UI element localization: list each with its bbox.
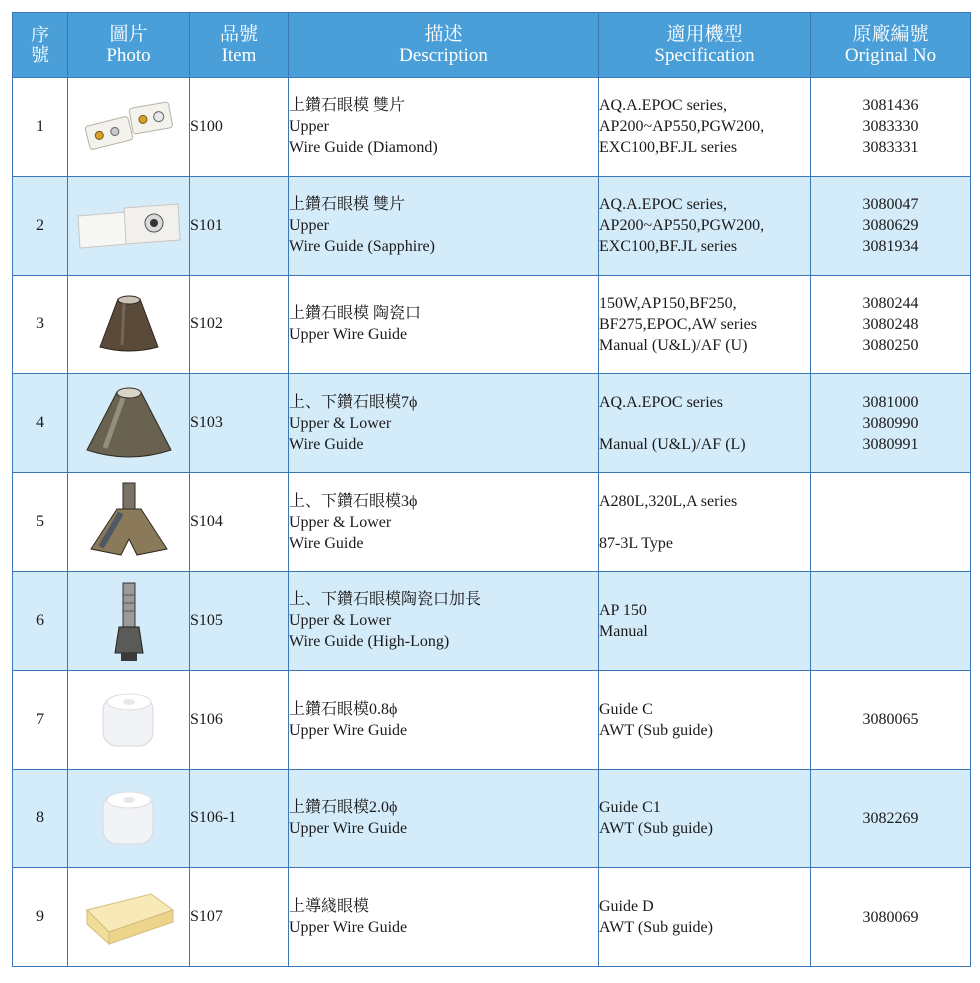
specification-line: AQ.A.EPOC series: [599, 393, 723, 411]
slotted-cone-guide-icon: [68, 479, 189, 565]
description-line: Upper Wire Guide: [289, 326, 408, 344]
table-body: [13, 78, 971, 967]
row-original: [811, 868, 971, 967]
description-line: Upper Wire Guide: [289, 820, 408, 838]
description-line: Upper & Lower: [289, 414, 392, 432]
row-item: S105: [190, 571, 289, 670]
original-line: 3080990: [862, 414, 919, 432]
row-item: S100: [190, 78, 289, 177]
row-item: S104: [190, 473, 289, 572]
specification-line: 87-3L Type: [599, 534, 673, 552]
row-photo: [68, 473, 190, 572]
specification-line: AQ.A.EPOC series,: [599, 97, 727, 115]
description-line: 上鑽石眼模 陶瓷口: [289, 305, 422, 323]
double-diamond-guide-icon: [68, 97, 189, 157]
header-original-en: Original No: [844, 45, 937, 66]
row-item: S103: [190, 374, 289, 473]
specification-line: 150W,AP150,BF250,: [599, 294, 737, 312]
white-cylinder-guide-icon: [68, 684, 189, 756]
description-line: 上、下鑽石眼模3ϕ: [289, 492, 418, 510]
row-seq: 8: [13, 769, 68, 868]
table-row: [13, 275, 971, 374]
row-specification: [599, 176, 811, 275]
row-description: [289, 78, 599, 177]
metal-cone-guide-icon: [68, 382, 189, 464]
table-row: [13, 670, 971, 769]
row-seq: 9: [13, 868, 68, 967]
row-description: [289, 374, 599, 473]
specification-line: EXC100,BF.JL series: [599, 238, 738, 256]
white-cylinder-guide-icon: [68, 782, 189, 854]
row-photo: [68, 670, 190, 769]
header-original-zh: 原廠編號: [852, 24, 929, 45]
row-specification: [599, 868, 811, 967]
original-line: 3080250: [862, 336, 919, 354]
row-original: [811, 275, 971, 374]
row-specification: [599, 473, 811, 572]
specification-line: [599, 413, 810, 434]
row-original: [811, 78, 971, 177]
original-line: 3081934: [862, 238, 919, 256]
specification-line: EXC100,BF.JL series: [599, 139, 738, 157]
table-row: [13, 78, 971, 177]
row-original: [811, 473, 971, 572]
header-seq-zh: 序號: [31, 25, 49, 65]
description-line: 上鑽石眼模 雙片: [289, 97, 406, 115]
original-line: 3080065: [862, 711, 919, 729]
row-description: [289, 670, 599, 769]
specification-line: [599, 512, 810, 533]
table-row: [13, 769, 971, 868]
original-line: 3082269: [862, 809, 919, 827]
description-line: Upper Wire Guide: [289, 919, 408, 937]
header-description-en: Description: [399, 45, 488, 66]
specification-line: AP200~AP550,PGW200,: [599, 118, 765, 136]
header-specification: [599, 13, 811, 78]
specification-line: AWT (Sub guide): [599, 919, 713, 937]
row-item: S106-1: [190, 769, 289, 868]
original-line: 3080069: [862, 908, 919, 926]
row-original: [811, 374, 971, 473]
header-photo-zh: 圖片: [109, 24, 148, 45]
row-description: [289, 769, 599, 868]
row-description: [289, 473, 599, 572]
original-line: 3080047: [862, 196, 919, 214]
description-line: 上、下鑽石眼模陶瓷口加長: [289, 591, 482, 609]
row-photo: [68, 78, 190, 177]
row-item: S101: [190, 176, 289, 275]
table-row: [13, 868, 971, 967]
description-line: Upper: [289, 118, 329, 136]
row-seq: 3: [13, 275, 68, 374]
table-header: [13, 13, 971, 78]
description-line: 上鑽石眼模 雙片: [289, 196, 406, 214]
original-line: 3080991: [862, 435, 919, 453]
row-seq: 5: [13, 473, 68, 572]
row-seq: 2: [13, 176, 68, 275]
original-line: 3080244: [862, 294, 919, 312]
description-line: 上鑽石眼模2.0ϕ: [289, 799, 398, 817]
row-photo: [68, 275, 190, 374]
parts-table: [12, 12, 971, 967]
header-description: [289, 13, 599, 78]
row-specification: [599, 769, 811, 868]
description-line: Wire Guide (High-Long): [289, 633, 450, 651]
table-row: [13, 473, 971, 572]
specification-line: BF275,EPOC,AW series: [599, 315, 757, 333]
description-line: Wire Guide (Sapphire): [289, 238, 435, 256]
description-line: Upper Wire Guide: [289, 721, 408, 739]
table-row: [13, 176, 971, 275]
header-description-zh: 描述: [424, 24, 463, 45]
row-description: [289, 868, 599, 967]
description-line: 上、下鑽石眼模7ϕ: [289, 393, 418, 411]
row-original: [811, 769, 971, 868]
row-photo: [68, 571, 190, 670]
row-specification: [599, 670, 811, 769]
table-row: [13, 571, 971, 670]
specification-line: AP200~AP550,PGW200,: [599, 217, 765, 235]
row-photo: [68, 374, 190, 473]
original-line: 3081000: [862, 393, 919, 411]
header-photo-en: Photo: [106, 45, 151, 66]
row-specification: [599, 374, 811, 473]
long-pin-guide-icon: [68, 579, 189, 663]
table-row: [13, 374, 971, 473]
specification-line: AWT (Sub guide): [599, 820, 713, 838]
header-item-en: Item: [221, 45, 257, 66]
row-seq: 1: [13, 78, 68, 177]
row-photo: [68, 176, 190, 275]
specification-line: Guide C: [599, 700, 653, 718]
specification-line: AP 150: [599, 601, 647, 619]
header-specification-zh: 適用機型: [666, 24, 743, 45]
original-line: 3081436: [862, 97, 919, 115]
original-line: 3083331: [862, 139, 919, 157]
row-seq: 7: [13, 670, 68, 769]
header-photo: [68, 13, 190, 78]
description-line: Wire Guide: [289, 435, 364, 453]
specification-line: Manual (U&L)/AF (U): [599, 336, 748, 354]
description-line: 上導綫眼模: [289, 898, 370, 916]
row-item: S107: [190, 868, 289, 967]
original-line: 3083330: [862, 118, 919, 136]
row-original: [811, 670, 971, 769]
row-specification: [599, 571, 811, 670]
description-line: Upper & Lower: [289, 513, 392, 531]
row-description: [289, 275, 599, 374]
specification-line: AWT (Sub guide): [599, 721, 713, 739]
row-specification: [599, 275, 811, 374]
description-line: Upper: [289, 217, 329, 235]
row-item: S106: [190, 670, 289, 769]
row-item: S102: [190, 275, 289, 374]
row-description: [289, 571, 599, 670]
row-specification: [599, 78, 811, 177]
specification-line: Manual: [599, 622, 648, 640]
header-item-zh: 品號: [219, 24, 258, 45]
specification-line: Guide C1: [599, 799, 661, 817]
row-description: [289, 176, 599, 275]
row-seq: 4: [13, 374, 68, 473]
original-line: 3080248: [862, 315, 919, 333]
row-original: [811, 571, 971, 670]
row-photo: [68, 769, 190, 868]
header-item: [190, 13, 289, 78]
row-seq: 6: [13, 571, 68, 670]
description-line: 上鑽石眼模0.8ϕ: [289, 700, 398, 718]
specification-line: Guide D: [599, 898, 654, 916]
header-specification-en: Specification: [654, 45, 755, 66]
row-photo: [68, 868, 190, 967]
double-sapphire-guide-icon: [68, 198, 189, 254]
header-original: [811, 13, 971, 78]
description-line: Wire Guide (Diamond): [289, 139, 438, 157]
row-original: [811, 176, 971, 275]
yellow-block-guide-icon: [68, 886, 189, 948]
description-line: Wire Guide: [289, 534, 364, 552]
header-seq: [13, 13, 68, 78]
original-line: 3080629: [862, 217, 919, 235]
ceramic-cone-guide-icon: [68, 289, 189, 359]
description-line: Upper & Lower: [289, 612, 392, 630]
specification-line: A280L,320L,A series: [599, 492, 738, 510]
specification-line: AQ.A.EPOC series,: [599, 196, 727, 214]
specification-line: Manual (U&L)/AF (L): [599, 435, 746, 453]
